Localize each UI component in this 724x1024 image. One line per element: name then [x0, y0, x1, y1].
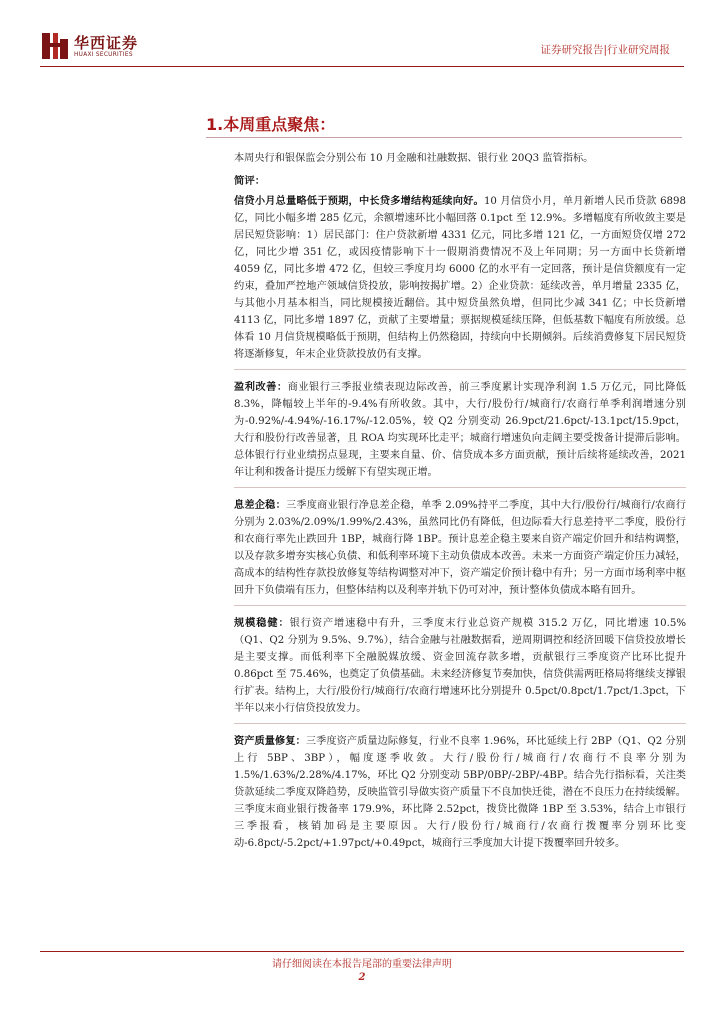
- page-number: 2: [358, 972, 366, 983]
- paragraph-profit: [234, 379, 686, 488]
- paragraph-credit: [234, 193, 686, 370]
- comment-label: 简评：: [234, 175, 266, 187]
- main-content: [234, 150, 686, 856]
- paragraph-lead: 资产质量修复：: [234, 735, 306, 747]
- paragraph-text: 银行资产增速稳中有升，三季度末行业总资产规模 315.2 万亿，同比增速 10.5%（Q1、Q2 分别为 9.5%、9.7%），结合金融与社融数据看，逆周期调控和经济回暖下信贷投放增长是主要支撑。而低利率下全融脱媒放缓、资金回流存款多增，贡献银行三季度资产比环比提升 0.86pct 至 75.46%，也奠定了负债基础。未来经济修复节奏加快，信贷供需两旺格局将继续支撑银行扩表。结构上，大行/股份行/城商行/农商行增速环比分别提升 0.5pct/0.8pct/1.7pct/1.3pct，下半年以来小行信贷投放发力。: [234, 618, 687, 714]
- legal-notice: 请仔细阅读在本报告尾部的重要法律声明: [272, 959, 452, 970]
- page-header: [0, 0, 724, 70]
- report-type-label: 证券研究报告|行业研究周报: [540, 44, 670, 56]
- section-divider: [206, 137, 682, 138]
- intro-paragraph: 本周央行和银保监会分别公布 10 月金融和社融数据、银行业 20Q3 监管指标。: [234, 153, 594, 164]
- logo-chinese-name: 华西证券: [74, 34, 139, 52]
- company-logo: [40, 31, 160, 63]
- paragraph-lead: 盈利改善：: [234, 381, 288, 393]
- paragraph-scale: [234, 615, 686, 724]
- header-divider: [40, 66, 684, 67]
- footer-divider: [40, 951, 684, 952]
- paragraph-text: 三季度资产质量边际修复，行业不良率 1.96%，环比延续上行 2BP（Q1、Q2 分别上行 5BP、3BP），幅度逐季收敛。大行/股份行/城商行/农商行不良率分别为 1.5%/1.63%/2.28%/4.17%，环比 Q2 分别变动 5BP/0BP/-2BP/-4BP。结合先行指标看，关注类贷款延续二季度双降趋势，反映监管引导做实资产质量下不良加快迁徙，潜在不良压力在持续缓解。三季度末商业银行拨备率 179.9%，环比降 2.52pct，拨贷比微降 1BP 至 3.53%，结合上市银行三季报看，核销加码是主要原因。大行/股份行/城商行/农商行拨覆率分别环比变动-6.8pct/-5.2pct/+1.97pct/+0.49pct，城商行三季度加大计提下拨覆率回升较多。: [234, 736, 686, 849]
- paragraph-margin: [234, 497, 686, 606]
- paragraph-text: 10 月信贷小月，单月新增人民币贷款 6898 亿，同比小幅多增 285 亿元，余额增速环比小幅回落 0.1pct 至 12.9%。多增幅度有所收敛主要是居民短贷影响：1）居民部门：住户贷款新增 4331 亿元，同比多增 121 亿，一方面短贷仅增 272 亿，同比少增 351 亿，或因疫情影响下十一假期消费情况不及上年同期；另一方面中长贷新增 4059 亿，同比多增 472 亿，但较三季度月均 6000 亿的水平有一定回落，预计是信贷额度有一定约束，叠加严控地产领域信贷投放，影响按揭扩增。2）企业贷款：延续改善，单月增量 2335 亿，与其他小月基本相当，同比规模接近翻倍。其中短贷虽然负增，但同比少减 341 亿；中长贷新增 4113 亿，同比多增 1897 亿，贡献了主要增量；票据规模延续压降，但低基数下幅度有所放缓。总体看 10 月信贷规模略低于预期，但结构上仍然稳固，持续向中长期倾斜。后续消费修复下居民短贷将逐渐修复，年末企业贷款投放仍有支撑。: [234, 196, 686, 360]
- logo-english-name: HUAXI SECURITIES: [74, 52, 133, 58]
- paragraph-lead: 信贷小月总量略低于预期，中长贷多增结构延续向好。: [234, 195, 484, 207]
- paragraph-asset-quality: [234, 733, 686, 852]
- paragraph-text: 商业银行三季报业绩表现边际改善，前三季度累计实现净利润 1.5 万亿元，同比降低 8.3%，降幅较上半年的-9.4%有所收敛。其中，大行/股份行/城商行/农商行单季利润增速分别为-0.92%/-4.94%/-16.17%/-12.05%，较 Q2 分别变动 26.9pct/21.6pct/-13.1pct/15.9pct，大行和股份行改善显著，且 ROA 均实现环比走平；城商行增速负向走阔主要受拨备计提滞后影响。总体银行行业业绩拐点显现，主要来自量、价、信贷成本多方面贡献，预计后续将延续改善，2021 年让利和拨备计提压力缓解下有望实现正增。: [234, 382, 686, 478]
- paragraph-lead: 规模稳健：: [234, 617, 290, 629]
- paragraph-text: 三季度商业银行净息差企稳，单季 2.09%持平二季度，其中大行/股份行/城商行/农商行分别为 2.03%/2.09%/1.99%/2.43%，虽然同比仍有降低，但边际看大行息差持平二季度，股份行和农商行率先止跌回升 1BP，城商行降 1BP。预计息差企稳主要来自资产端定价回升和结构调整，以及存款多增夯实核心负债、和低利率环境下主动负债成本改善。未来一方面资产端定价压力减轻，高成本的结构性存款投放修复等结构调整对冲下，资产端定价预计稳中有升；另一方面市场利率中枢回升下负债端有压力，但整体结构以及利率并轨下仍可对冲，预计整体负债成本略有回升。: [234, 500, 686, 596]
- huaxi-logo-icon: [40, 31, 70, 61]
- paragraph-lead: 息差企稳：: [234, 499, 286, 511]
- section-title: 1.本周重点聚焦：: [206, 115, 336, 134]
